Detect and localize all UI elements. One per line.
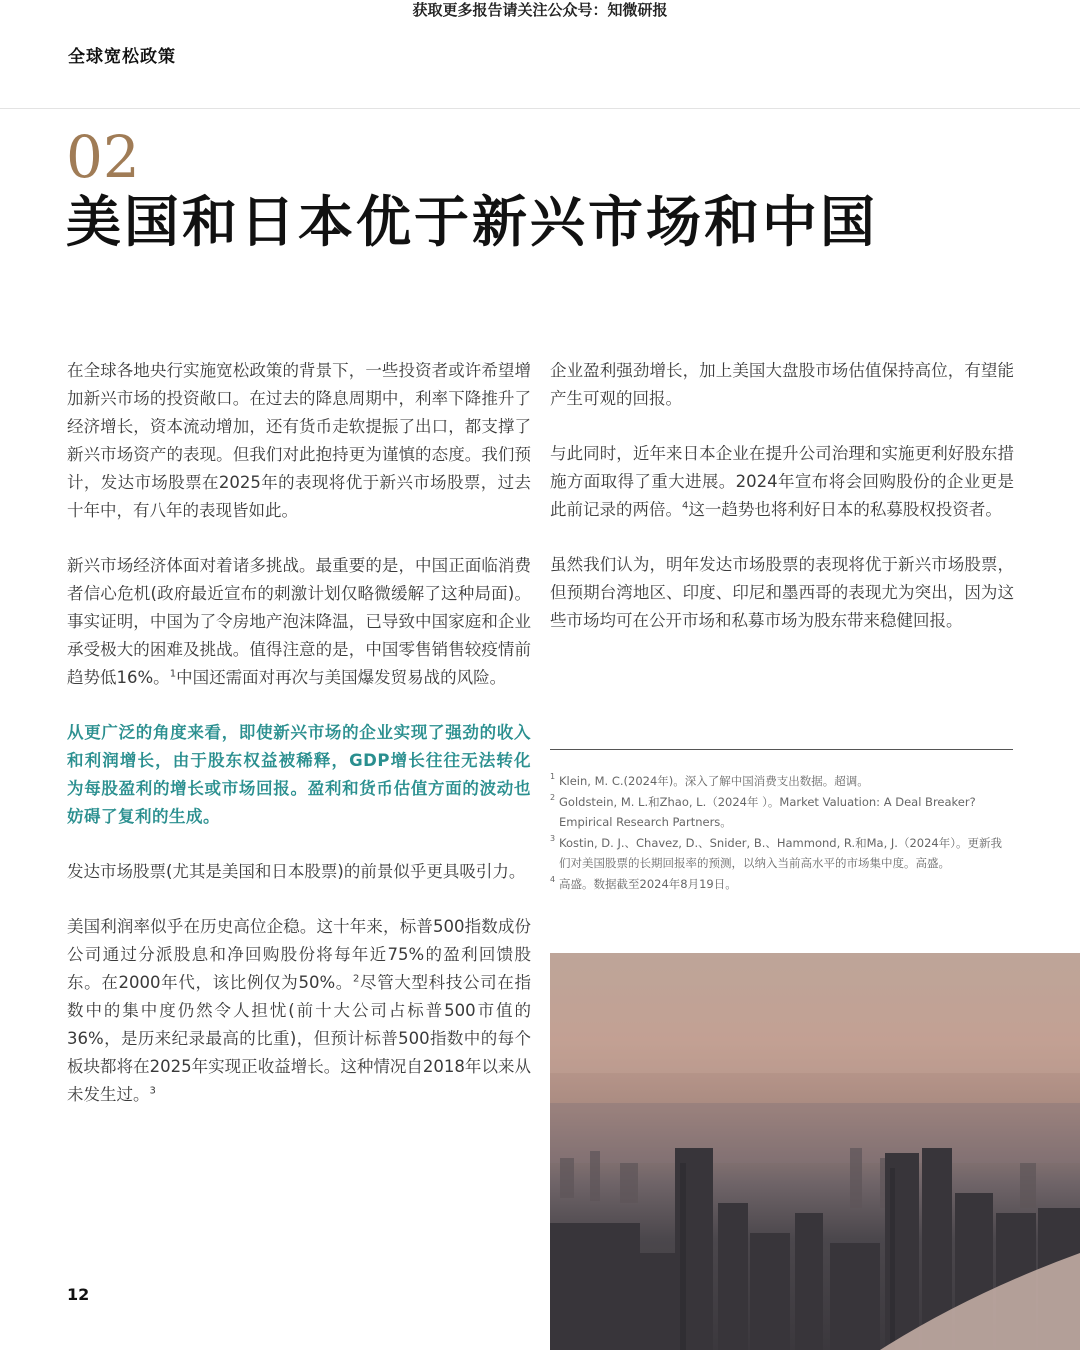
footnote-mark: 3 <box>550 833 556 843</box>
footnote-mark: 2 <box>550 792 556 802</box>
section-number: 02 <box>66 123 140 191</box>
city-skyline-photo <box>550 953 1080 1350</box>
skyline-illustration <box>550 953 1080 1350</box>
footnote-ref-3[interactable]: 3 <box>149 1085 156 1097</box>
section-label: 全球宽松政策 <box>68 47 176 67</box>
paragraph-intro: 在全球各地央行实施宽松政策的背景下，一些投资者或许希望增加新兴市场的投资敞口。在过去的降息周期中，利率下降推升了经济增长，资本流动增加，还有货币走软提振了出口，都支撑了新兴市场资产的表现。但我们对此抱持更为谨慎的态度。我们预计，发达市场股票在2025年的表现将优于新兴市场股票，过去十年中，有八年的表现皆如此。 <box>67 361 531 520</box>
paragraph-japan-governance: 与此同时，近年来日本企业在提升公司治理和实施更利好股东措施方面取得了重大进展。2024年宣布将会回购股份的企业更是此前记录的两倍。$^4$这一趋势也将利好日本的私募股权投资者。 <box>550 444 1014 519</box>
footnote-mark: 4 <box>550 874 556 884</box>
page-number: 12 <box>67 1285 90 1304</box>
footnote-item: 1 Klein, M. C.(2024年)。深入了解中国消费支出数据。超调。 <box>550 771 1013 792</box>
footnote-ref-4[interactable]: 4 <box>682 500 689 512</box>
footnote-ref-1[interactable]: 1 <box>169 668 177 680</box>
footnote-ref-2[interactable]: 2 <box>352 973 360 985</box>
header-divider <box>0 108 1080 109</box>
footnotes <box>550 771 1013 894</box>
paragraph-us-earnings: 企业盈利强劲增长，加上美国大盘股市场估值保持高位，有望能产生可观的回报。 <box>550 361 1014 408</box>
paragraph-us-margins: 美国利润率似乎在历史高位企稳。这十年来，标普500指数成份公司通过分派股息和净回购股份将每年近75%的盈利回馈股东。在2000年代，该比例仅为50%。$^2$尽管大型科技公司在指数中的集中度仍然令人担忧(前十大公司占标普500市值的36%，是历来纪录最高的比重)，但预计标普500指数中的每个板块都将在2025年实现正收益增长。这种情况自2018年以来从未发生过。$^3$ <box>67 917 532 1104</box>
paragraph-emerging-challenges: 新兴市场经济体面对着诸多挑战。最重要的是，中国正面临消费者信心危机(政府最近宣布的刺激计划仅略微缓解了这种局面)。事实证明，中国为了令房地产泡沫降温，已导致中国家庭和企业承受极大的困难及挑战。值得注意的是，中国零售销售较疫情前趋势低16%。$^1$中国还需面对再次与美国爆发贸易战的风险。 <box>67 556 531 687</box>
footnote-mark: 1 <box>550 772 556 781</box>
paragraph-developed-outlook: 发达市场股票(尤其是美国和日本股票)的前景似乎更具吸引力。 <box>67 862 526 881</box>
footnote-item: 2 Goldstein, M. L.和Zhao, L.（2024年 ）。Market Valuation: A Deal Breaker? Empirical Research Partners。 <box>550 792 1013 833</box>
footnote-item: 3 Kostin, D. J.、Chavez, D.、Snider, B.、Hammond, R.和Ma, J.（2024年）。更新我们对美国股票的长期回报率的预测，以纳入当前高水平的市场集中度。高盛。 <box>550 833 1013 874</box>
page-title: 美国和日本优于新兴市场和中国 <box>66 189 879 254</box>
pull-quote: 从更广泛的角度来看，即使新兴市场的企业实现了强劲的收入和利润增长，由于股东权益被稀释，GDP增长往往无法转化为每股盈利的增长或市场回报。盈利和货币估值方面的波动也妨碍了复利的生成。 <box>67 723 531 826</box>
footnote-divider <box>550 749 1013 750</box>
paragraph-market-outlook: 虽然我们认为，明年发达市场股票的表现将优于新兴市场股票，但预期台湾地区、印度、印尼和墨西哥的表现尤为突出，因为这些市场均可在公开市场和私募市场为股东带来稳健回报。 <box>550 555 1014 630</box>
top-banner: 获取更多报告请关注公众号：知微研报 <box>412 1 668 19</box>
left-column <box>67 357 531 1109</box>
right-column <box>550 357 1014 635</box>
footnote-item: 4 高盛。数据截至2024年8月19日。 <box>550 874 1013 895</box>
